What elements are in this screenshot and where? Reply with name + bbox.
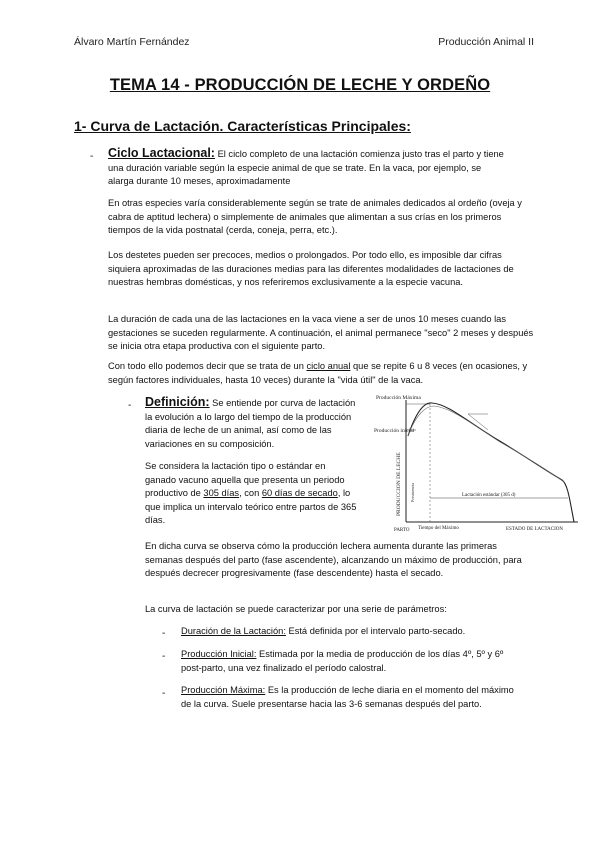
bullet-marker: - (162, 628, 166, 639)
lactation-curve-figure (368, 392, 588, 540)
ciclo-paragraph-4: La duración de cada una de las lactaciones en la vaca viene a ser de unos 10 meses cuando las gestaciones se suceden regularmente. A continuación, el animal permanece "seco" 2 meses y después se inicia otra etapa productiva con el siguiente parto. (108, 314, 534, 352)
bullet-marker: - (90, 151, 94, 162)
lactation-curve-alt (408, 406, 564, 482)
section-heading: 1- Curva de Lactación. Características Principales: (74, 118, 411, 134)
ciclo-paragraph-2: En otras especies varía considerablemente según se trate de animales dedicados al ordeño (oveja y cabra de aptitud lechera) o simplemente de animales que alimentan a sus crías en los primeros tiempos de la vida postnatal (cerda, coneja, perra, etc.). (108, 198, 522, 236)
param-produccion-maxima: Producción Máxima: Es la producción de leche diaria en el momento del máximo de la curva. Suele presentarse hacia las 3-6 semanas después del parto. (181, 685, 514, 709)
ciclo-paragraph-5: Con todo ello podemos decir que se trata de un ciclo anual que se repite 6 u 8 veces (en ocasiones, y según factores individuales, hasta 10 veces) durante la "vida útil" de la vaca. (108, 361, 528, 385)
label-y-axis: PRODUCCION DE LECHE (396, 452, 402, 516)
label-tiempo-maximo: Tiempo del Máximo (418, 526, 459, 531)
definicion-paragraph-2: Se considera la lactación tipo o estándar en ganado vacuno aquella que presenta un periodo productivo de 305 días, con 60 días de secado, lo que implica un intervalo teórico entre partos de 365 días. (145, 461, 357, 526)
ciclo-paragraph-1: Ciclo Lactacional: El ciclo completo de una lactación comienza justo tras el parto y tiene una duración variable según la especie animal de que se trate. En la vaca, por ejemplo, se alarga durante 10 meses, aproximadamente (108, 146, 504, 187)
header-course: Producción Animal II (438, 36, 534, 48)
label-parto: PARTO (394, 528, 410, 533)
ciclo-paragraph-3: Los destetes pueden ser precoces, medios o prolongados. Por todo ello, es imposible dar cifras siquiera aproximadas de las duraciones medias para las diferentes modalidades de lactaciones de nuestras hembras domésticas, y nos referiremos exclusivamente a la especie vacuna. (108, 250, 514, 288)
definicion-term: Definición: (145, 395, 210, 409)
label-estado-lactacion: ESTADO DE LACTACION (506, 527, 563, 532)
param-duracion: Duración de la Lactación: Está definida por el intervalo parto-secado. (181, 626, 466, 636)
header-author: Álvaro Martín Fernández (74, 36, 190, 48)
label-persistencia: Persistencia (410, 482, 415, 502)
ciclo-term: Ciclo Lactacional: (108, 146, 215, 160)
bullet-marker: - (128, 400, 132, 411)
label-produccion-maxima: Producción Máxima (376, 395, 421, 401)
bullet-marker: - (162, 651, 166, 662)
definicion-paragraph-4: La curva de lactación se puede caracterizar por una serie de parámetros: (145, 604, 447, 614)
definicion-paragraph-3: En dicha curva se observa cómo la producción lechera aumenta durante las primeras semanas después del parto (fase ascendente), alcanzando un máximo de producción, para después decrecer progresivamente (fase descendente) hasta el secado. (145, 541, 522, 579)
param-produccion-inicial: Producción Inicial: Estimada por la media de producción de los días 4º, 5º y 6º post-parto, una vez finalizado el período calostral. (181, 649, 504, 673)
bullet-marker: - (162, 688, 166, 699)
label-produccion-inicial: Producción inicial (374, 428, 415, 434)
definicion-paragraph-1: Definición: Se entiende por curva de lactación la evolución a lo largo del tiempo de la producción diaria de leche de un animal, así como de las variaciones en su composición. (145, 395, 356, 449)
page-title: TEMA 14 - PRODUCCIÓN DE LECHE Y ORDEÑO (109, 76, 491, 94)
lactation-curve (408, 403, 574, 522)
label-duracion: Lactación estándar (305 d) (462, 493, 516, 498)
